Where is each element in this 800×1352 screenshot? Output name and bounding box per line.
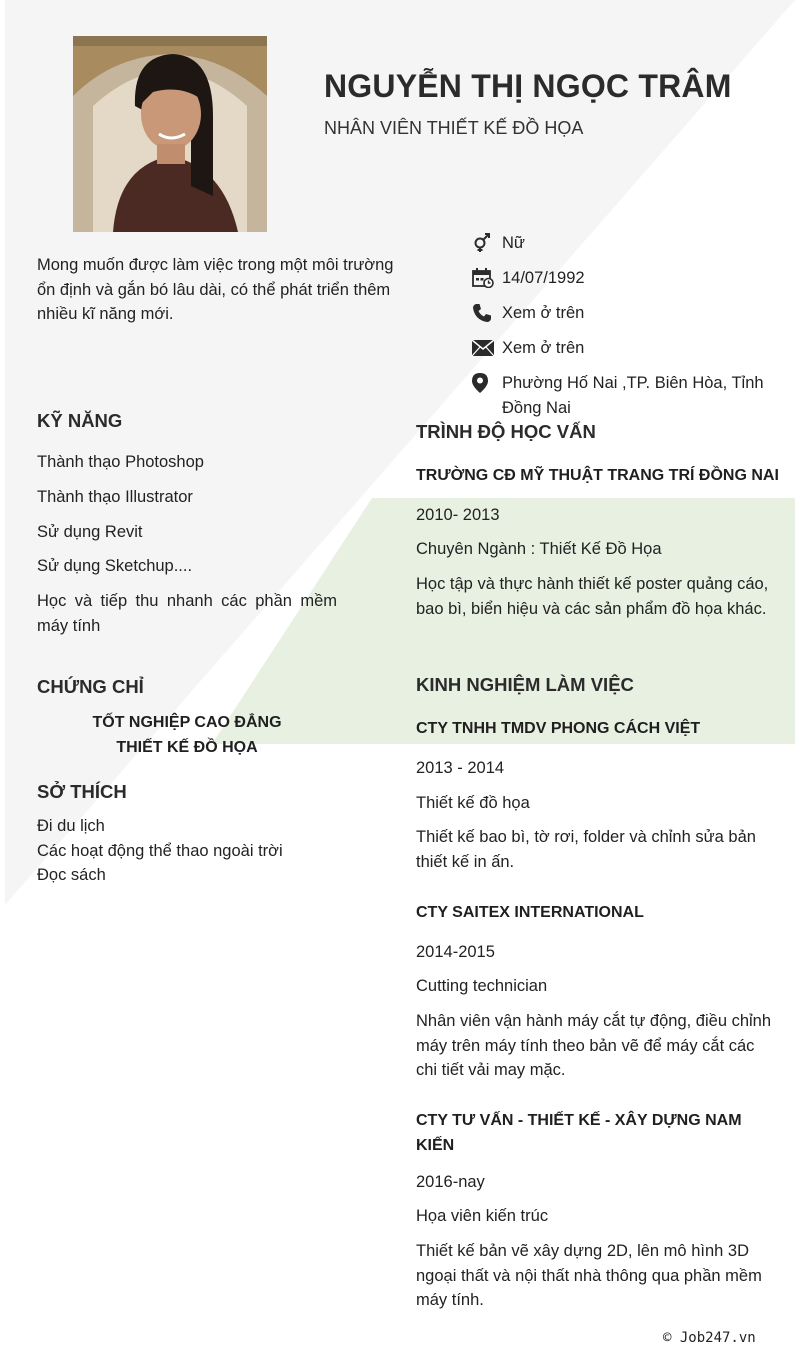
gender-icon [472,231,502,255]
copyright-notice: © Job247.vn [663,1330,756,1346]
job-position: Cutting technician [416,977,548,995]
candidate-name: NGUYỄN THỊ NGỌC TRÂM [324,68,732,104]
job-period: 2013 - 2014 [416,759,505,777]
skill-item: Học và tiếp thu nhanh các phần mềm máy tính [37,592,337,635]
job-description: Thiết kế bản vẽ xây dựng 2D, lên mô hình 3D ngoại thất và nội thất nhà thông qua phần mềm máy tính. [416,1242,762,1309]
contact-info [472,231,772,431]
phone-icon [472,301,502,325]
job-period: 2014-2015 [416,943,495,961]
map-pin-icon [472,371,502,395]
job-period: 2016-nay [416,1173,485,1191]
certificate-entry [37,710,337,760]
contact-email [472,336,772,361]
job-company: CTY TNHH TMDV PHONG CÁCH VIỆT [416,720,701,737]
school-name: TRƯỜNG CĐ MỸ THUẬT TRANG TRÍ ĐỒNG NAI [416,467,779,484]
email-text: Xem ở trên [502,339,585,357]
education-description: Học tập và thực hành thiết kế poster quảng cáo, bao bì, biển hiệu và các sản phẩm đồ họa khác. [416,575,769,618]
skill-item: Thành thạo Illustrator [37,488,193,506]
contact-birthday [472,266,772,291]
job-company: CTY SAITEX INTERNATIONAL [416,904,644,921]
contact-gender [472,231,772,256]
envelope-icon [472,336,502,360]
gender-text: Nữ [502,234,525,252]
skills-heading: KỸ NĂNG [37,410,123,431]
calendar-icon [472,266,502,290]
phone-text: Xem ở trên [502,304,585,322]
job-company: CTY TƯ VẤN - THIẾT KẾ - XÂY DỰNG NAM KIẾN [416,1112,742,1154]
hobby-item: Các hoạt động thể thao ngoài trời [37,841,283,860]
career-objective: Mong muốn được làm việc trong một môi trường ổn định và gắn bó lâu dài, có thể phát triển thêm nhiều kĩ năng mới. [37,256,394,323]
hobbies-heading: SỞ THÍCH [37,781,127,802]
skill-item: Thành thạo Photoshop [37,453,204,471]
address-text: Phường Hố Nai ,TP. Biên Hòa, Tỉnh Đồng Nai [502,374,764,417]
experience-heading: KINH NGHIỆM LÀM VIỆC [416,674,634,695]
skill-item: Sử dụng Sketchup.... [37,557,193,575]
contact-address [472,371,772,420]
education-heading: TRÌNH ĐỘ HỌC VẤN [416,421,596,442]
job-position: Họa viên kiến trúc [416,1207,549,1225]
job-description: Thiết kế bao bì, tờ rơi, folder và chỉnh sửa bản thiết kế in ấn. [416,828,756,871]
job-description: Nhân viên vận hành máy cắt tự động, điều chỉnh máy trên máy tính theo bản vẽ để máy cắt các chi tiết vải may mặc. [416,1012,772,1079]
contact-phone [472,301,772,326]
education-period: 2010- 2013 [416,506,500,524]
birthday-text: 14/07/1992 [502,269,585,287]
skill-item: Sử dụng Revit [37,523,143,541]
education-major: Chuyên Ngành : Thiết Kế Đồ Họa [416,540,662,558]
job-title: NHÂN VIÊN THIẾT KẾ ĐỒ HỌA [324,118,584,138]
job-position: Thiết kế đồ họa [416,794,530,812]
hobby-item: Đi du lịch [37,817,105,835]
certificate-line: THIẾT KẾ ĐỒ HỌA [116,739,258,756]
hobby-item: Đọc sách [37,866,106,884]
certificate-line: TỐT NGHIỆP CAO ĐẲNG [92,714,282,731]
profile-photo [73,36,267,232]
certificates-heading: CHỨNG CHỈ [37,676,144,697]
hobbies-list [37,814,283,888]
